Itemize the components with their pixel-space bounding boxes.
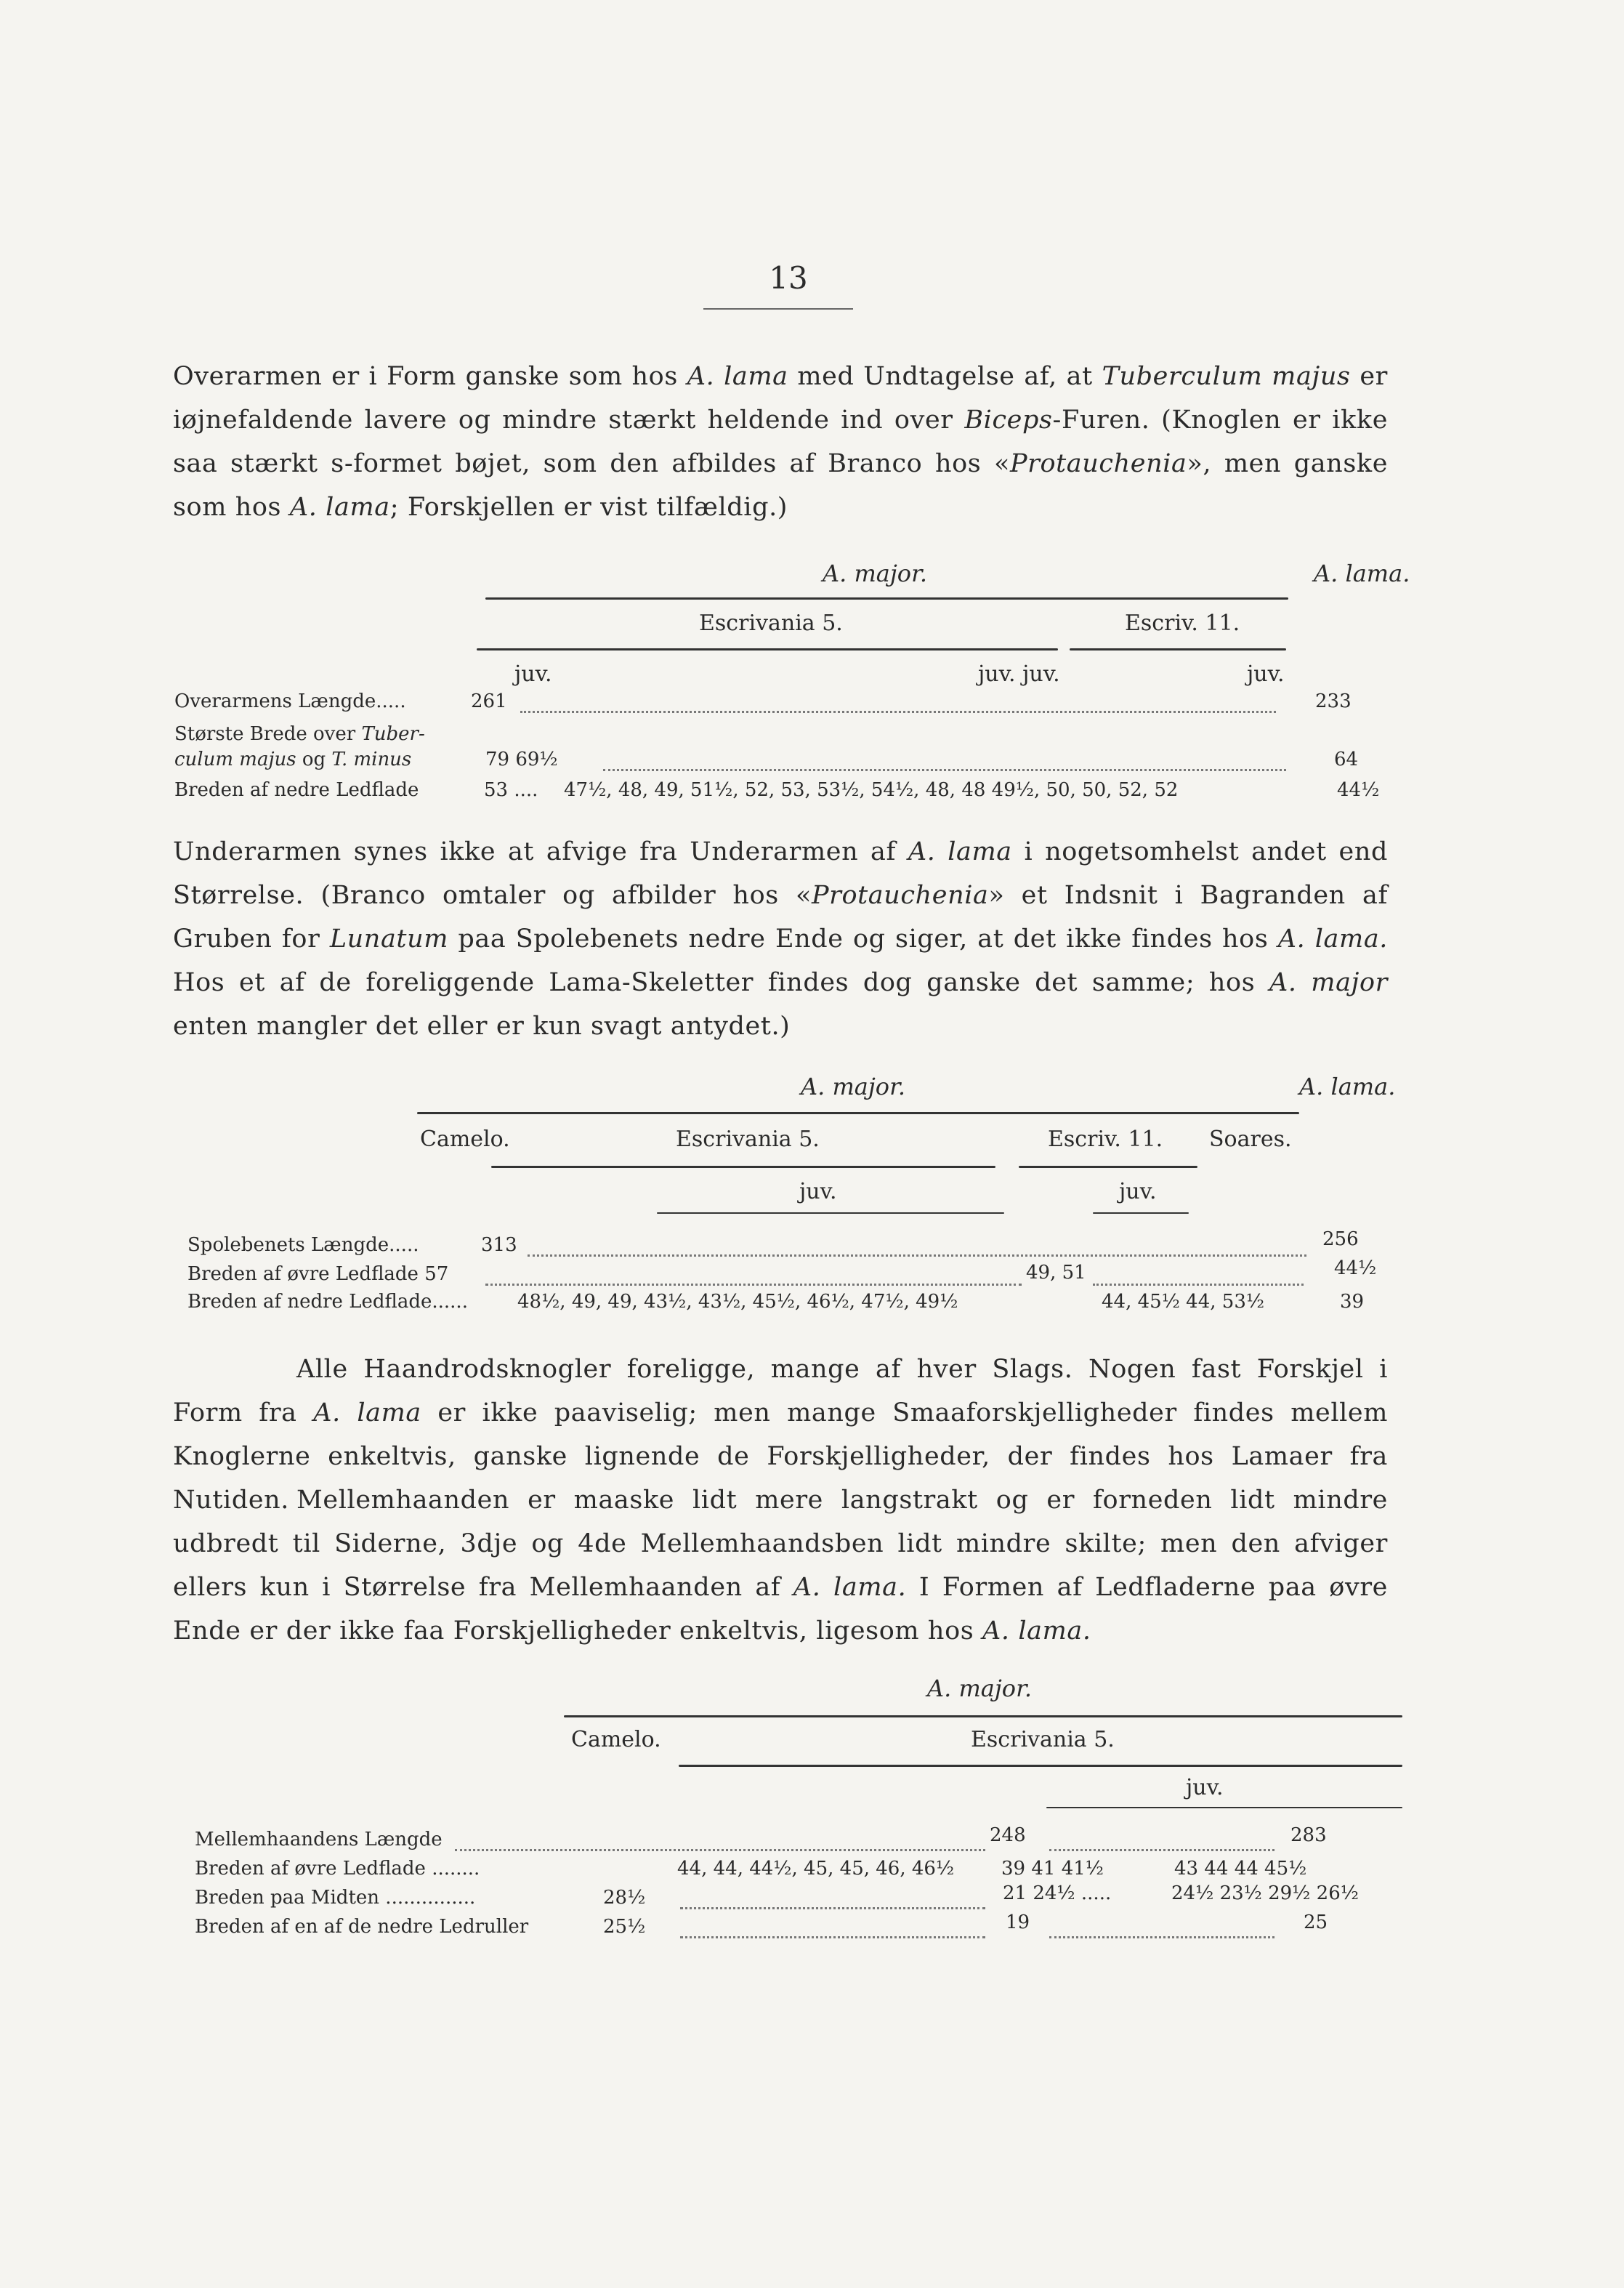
cell-values: 47½, 48, 49, 51½, 52, 53, 53½, 54½, 48, 48 49½, 50, 50, 52, 52	[564, 779, 1179, 801]
cell-value: 283	[1290, 1824, 1327, 1846]
italic-run: Protauchenia	[811, 881, 989, 910]
text-run: I Formen af Ledfladerne paa øvre Ende er der ikke faa Forskjelligheder enkeltvis, ligesom hos	[173, 1573, 1388, 1645]
cell-value: 28½	[603, 1887, 646, 1909]
juv-label-1: juv.	[799, 1179, 837, 1204]
row-label: Overarmens Længde.....	[174, 690, 406, 712]
locality-soares: Soares.	[1209, 1127, 1292, 1152]
brace-juv	[1046, 1807, 1402, 1808]
cell-value: 233	[1315, 690, 1352, 712]
juv-label-2: juv.	[1119, 1179, 1157, 1204]
leader-dots	[680, 1907, 985, 1909]
row-label: culum majus og T. minus	[174, 749, 412, 770]
brace-escrivania	[491, 1166, 995, 1168]
species-major-heading: A. major.	[823, 560, 928, 587]
paragraph-overarm	[173, 355, 1388, 529]
text-run: » et Indsnit i Bagranden af Gruben for	[173, 881, 1388, 954]
italic-run: A. lama	[687, 362, 788, 391]
text-run: Underarmen synes ikke at afvige fra Underarmen af	[173, 837, 908, 866]
row-label: Breden af øvre Ledflade 57	[187, 1263, 449, 1285]
cell-value: 248	[990, 1824, 1026, 1846]
cell-values: 44, 45½ 44, 53½	[1102, 1291, 1265, 1313]
brace-escriv	[1019, 1166, 1197, 1168]
locality-escrivania: Escrivania 5.	[971, 1727, 1115, 1752]
italic-run: A. lama	[313, 1398, 421, 1427]
brace-escrivania	[679, 1765, 1402, 1767]
text-run: er ikke paaviselig; men mange Smaaforskjelligheder findes mellem Knoglerne enkeltvis, ganske lignende de Forskjelligheder, der findes hos Lamaer fra Nutiden.	[173, 1398, 1389, 1515]
locality-camelo: Camelo.	[571, 1727, 661, 1752]
text-run: Mellemhaanden er maaske lidt mere langstrakt og er forneden lidt mindre udbredt til Siderne, 3dje og 4de Mellemhaandsben lidt mindre skilte; men den afviger ellers kun i Størrelse fra Mellemhaanden af	[173, 1486, 1388, 1602]
species-major-heading: A. major.	[801, 1073, 906, 1100]
text-run: », men ganske som hos	[173, 449, 1389, 522]
leader-dots	[528, 1254, 1306, 1257]
cell-value: 44½	[1334, 1257, 1377, 1279]
cell-value: 44½	[1337, 779, 1380, 801]
brace-escrivania	[477, 648, 1058, 650]
leader-dots	[1049, 1936, 1274, 1938]
cell-value: 79 69½	[485, 749, 558, 770]
text-run: enten mangler det eller er kun svagt antydet.)	[173, 1012, 791, 1041]
paragraph-metacarpus	[173, 1478, 1388, 1653]
locality-escriv: Escriv. 11.	[1048, 1127, 1163, 1152]
juv-label-2: juv. juv.	[978, 661, 1060, 687]
text-run: ; Forskjellen er vist tilfældig.)	[389, 493, 788, 522]
page-number: 13	[769, 260, 808, 296]
text-run: Hos et af de foreliggende Lama-Skeletter findes dog ganske det samme; hos	[173, 968, 1269, 997]
juv-label-3: juv.	[1247, 661, 1285, 687]
text-run: Overarmen er i Form ganske som hos	[173, 362, 687, 391]
italic-run: A. lama.	[793, 1573, 907, 1602]
cell-values: 43 44 44 45½	[1174, 1858, 1307, 1880]
italic-run: Biceps	[964, 406, 1053, 435]
cell-value: 53 ....	[484, 779, 538, 801]
cell-values: 48½, 49, 49, 43½, 43½, 45½, 46½, 47½, 49½	[517, 1291, 958, 1313]
cell-values: 39 41 41½	[1001, 1858, 1104, 1880]
leader-dots	[520, 711, 1276, 713]
row-label: Spolebenets Længde.....	[187, 1234, 419, 1256]
juv-label-1: juv.	[514, 661, 552, 687]
row-label: Breden af en af de nedre Ledruller	[195, 1916, 529, 1938]
text-run: paa Spolebenets nedre Ende og siger, at det ikke findes hos	[448, 925, 1278, 954]
cell-value: 25½	[603, 1916, 646, 1938]
cell-value: 256	[1322, 1228, 1359, 1250]
italic-run: Protauchenia	[1009, 449, 1187, 478]
cell-values: 21 24½ .....	[1003, 1882, 1112, 1904]
brace-juv-1	[657, 1212, 1004, 1214]
cell-values: 44, 44, 44½, 45, 45, 46, 46½	[677, 1858, 955, 1880]
brace-juv-2	[1093, 1212, 1189, 1214]
species-lama-heading: A. lama.	[1314, 560, 1410, 587]
text-run: i nogetsomhelst andet end Størrelse. (Branco omtaler og afbilder hos «	[173, 837, 1389, 910]
leader-dots	[455, 1849, 985, 1851]
paragraph-underarm	[173, 830, 1388, 1048]
text-run: Alle Haandrodsknogler foreligge, mange af hver Slags. Nogen fast Forskjel i Form fra	[173, 1355, 1388, 1427]
juv-label: juv.	[1186, 1775, 1224, 1800]
cell-value: 19	[1006, 1912, 1030, 1933]
row-label: Mellemhaandens Længde	[195, 1829, 443, 1850]
locality-escriv: Escriv. 11.	[1125, 611, 1240, 636]
cell-value: 64	[1334, 749, 1359, 770]
italic-run: Tuberculum majus	[1102, 362, 1351, 391]
row-label: Breden af nedre Ledflade	[174, 779, 419, 801]
row-label: Breden af nedre Ledflade......	[187, 1291, 468, 1313]
species-major-heading: A. major.	[927, 1675, 1033, 1702]
page-number-rule	[703, 308, 853, 310]
row-label: Breden af øvre Ledflade ........	[195, 1858, 480, 1880]
locality-camelo: Camelo.	[420, 1127, 510, 1152]
text-run: med Undtagelse af, at	[788, 362, 1102, 391]
brace-major	[564, 1715, 1402, 1717]
text-run: -Furen. (Knoglen er ikke saa stærkt s-formet bøjet, som den afbildes af Branco hos «	[173, 406, 1389, 478]
leader-dots	[680, 1936, 985, 1938]
cell-values: 24½ 23½ 29½ 26½	[1171, 1882, 1359, 1904]
brace-escriv	[1070, 648, 1286, 650]
cell-value: 25	[1304, 1912, 1328, 1933]
cell-value: 39	[1340, 1291, 1365, 1313]
brace-major	[485, 597, 1288, 600]
row-label: Største Brede over Tuber-	[174, 723, 425, 745]
brace-major	[417, 1112, 1299, 1114]
leader-dots	[485, 1284, 1022, 1286]
italic-run: Lunatum	[329, 925, 449, 954]
italic-run: A. lama.	[982, 1616, 1091, 1645]
italic-run: A. lama	[908, 837, 1012, 866]
locality-escrivania: Escrivania 5.	[676, 1127, 820, 1152]
italic-run: A. lama.	[1277, 925, 1389, 954]
locality-escrivania: Escrivania 5.	[699, 611, 843, 636]
cell-value: 313	[481, 1234, 517, 1256]
species-lama-heading: A. lama.	[1299, 1073, 1396, 1100]
cell-value: 49, 51	[1026, 1262, 1086, 1284]
leader-dots	[1093, 1284, 1304, 1286]
text-run: er iøjnefaldende lavere og mindre stærkt heldende ind over	[173, 362, 1388, 435]
italic-run: A. major	[1269, 968, 1388, 997]
italic-run: A. lama	[289, 493, 390, 522]
leader-dots	[603, 769, 1286, 771]
leader-dots	[1049, 1849, 1274, 1851]
cell-value: 261	[471, 690, 507, 712]
row-label: Breden paa Midten ...............	[195, 1887, 476, 1909]
